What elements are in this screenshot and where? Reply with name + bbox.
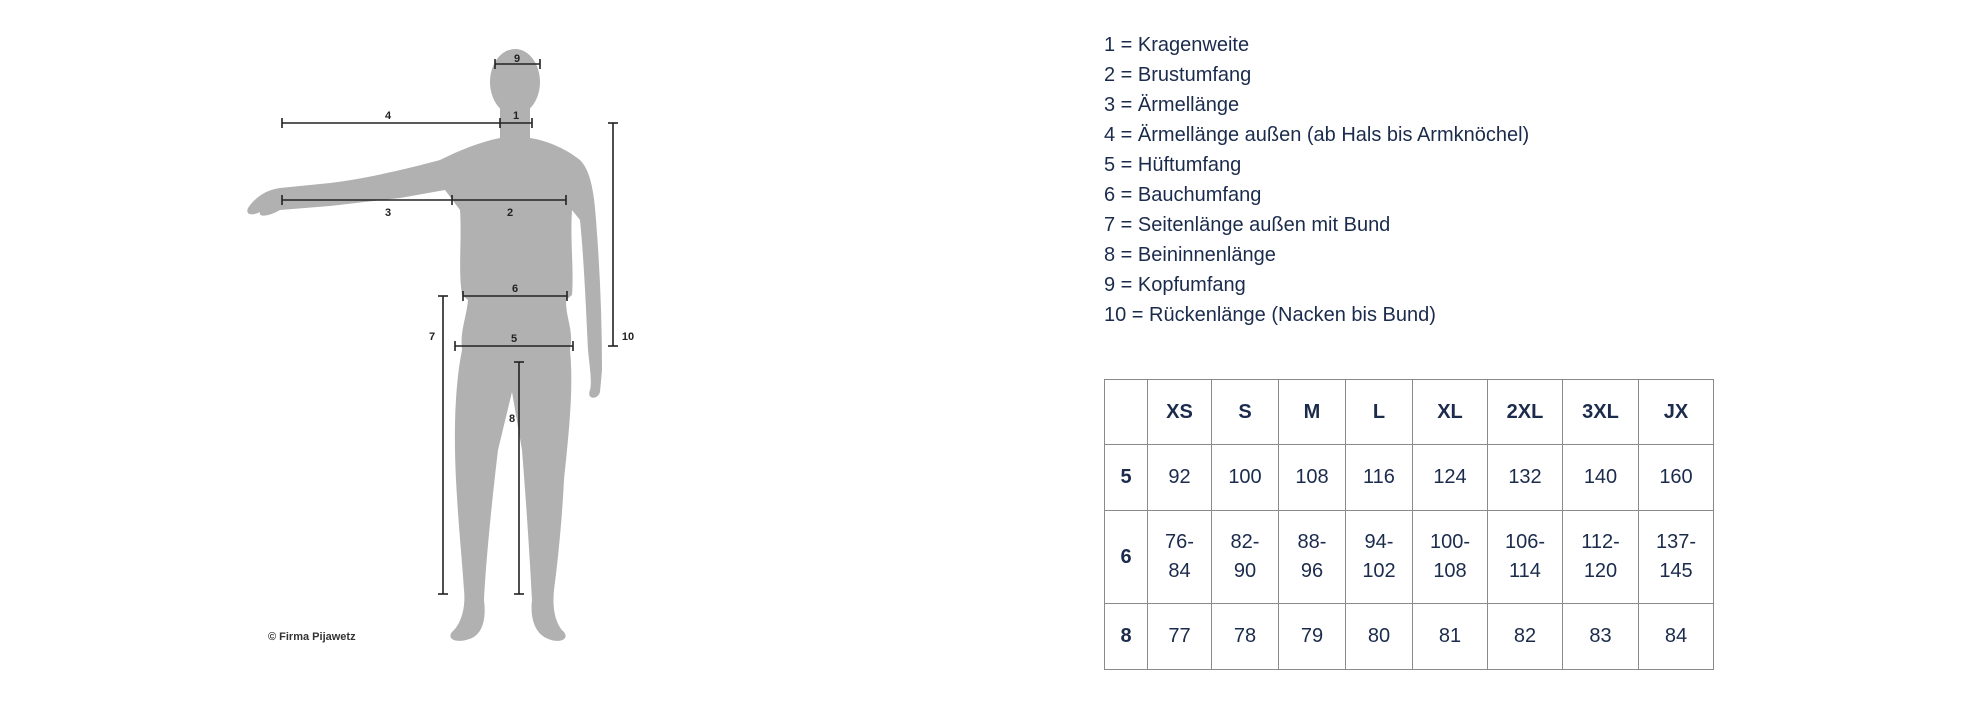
table-cell: 79 xyxy=(1279,604,1346,670)
size-header-jx: JX xyxy=(1639,380,1714,445)
row-label: 5 xyxy=(1105,445,1148,511)
row-label: 8 xyxy=(1105,604,1148,670)
table-cell: 82 xyxy=(1488,604,1563,670)
measure-label-2: 2 xyxy=(506,207,514,219)
measure-label-9: 9 xyxy=(513,53,521,65)
table-cell: 92 xyxy=(1148,445,1212,511)
legend-item: 1 = Kragenweite xyxy=(1104,34,1250,56)
size-header-s: S xyxy=(1212,380,1279,445)
cell-text: 94- 102 xyxy=(1362,531,1396,582)
measure-label-8: 8 xyxy=(508,413,516,425)
legend-item: 10 = Rückenlänge (Nacken bis Bund) xyxy=(1104,304,1436,326)
measure-label-3: 3 xyxy=(384,207,392,219)
table-cell: 116 xyxy=(1346,445,1413,511)
cell-text: 100- 108 xyxy=(1429,531,1471,582)
legend-item: 7 = Seitenlänge außen mit Bund xyxy=(1104,214,1391,236)
cell-text: 112- 120 xyxy=(1581,531,1620,582)
legend-item: 8 = Beininnenlänge xyxy=(1104,244,1276,266)
cell-text: 88- 96 xyxy=(1297,531,1327,582)
table-cell: 140 xyxy=(1563,445,1639,511)
body-silhouette xyxy=(240,20,660,660)
table-cell xyxy=(1212,511,1279,604)
table-cell xyxy=(1346,511,1413,604)
cell-text: 106- 114 xyxy=(1504,531,1546,582)
cell-text: 137- 145 xyxy=(1655,531,1697,582)
table-cell xyxy=(1279,511,1346,604)
legend-item: 3 = Ärmellänge xyxy=(1104,94,1240,116)
table-corner-cell xyxy=(1105,380,1148,445)
measure-label-1: 1 xyxy=(512,110,520,122)
legend-item: 5 = Hüftumfang xyxy=(1104,154,1242,176)
table-cell: 84 xyxy=(1639,604,1714,670)
row-label: 6 xyxy=(1105,511,1148,604)
table-cell: 132 xyxy=(1488,445,1563,511)
table-cell: 81 xyxy=(1413,604,1488,670)
table-cell xyxy=(1413,511,1488,604)
legend-item: 4 = Ärmellänge außen (ab Hals bis Armknöchel) xyxy=(1104,124,1530,146)
table-cell xyxy=(1639,511,1714,604)
legend-item: 6 = Bauchumfang xyxy=(1104,184,1262,206)
table-cell: 78 xyxy=(1212,604,1279,670)
table-header-row xyxy=(1105,380,1714,445)
table-cell: 80 xyxy=(1346,604,1413,670)
table-row xyxy=(1105,511,1714,604)
table-cell: 77 xyxy=(1148,604,1212,670)
table-row xyxy=(1105,445,1714,511)
copyright-text: © Firma Pijawetz xyxy=(268,631,356,643)
size-header-xl: XL xyxy=(1413,380,1488,445)
cell-text: 76- 84 xyxy=(1165,531,1194,582)
measure-label-10: 10 xyxy=(621,331,635,343)
size-table xyxy=(1104,379,1714,670)
cell-text: 82- 90 xyxy=(1230,531,1260,582)
table-cell xyxy=(1488,511,1563,604)
size-header-xs: XS xyxy=(1148,380,1212,445)
table-cell: 124 xyxy=(1413,445,1488,511)
measurement-legend xyxy=(1104,30,1529,330)
table-cell: 83 xyxy=(1563,604,1639,670)
measure-label-5: 5 xyxy=(510,333,518,345)
body-measurement-figure xyxy=(240,20,660,660)
size-header-m: M xyxy=(1279,380,1346,445)
measure-label-6: 6 xyxy=(511,283,519,295)
table-row xyxy=(1105,604,1714,670)
table-cell xyxy=(1563,511,1639,604)
table-cell: 100 xyxy=(1212,445,1279,511)
table-cell xyxy=(1148,511,1212,604)
table-cell: 160 xyxy=(1639,445,1714,511)
size-header-3xl: 3XL xyxy=(1563,380,1639,445)
size-header-2xl: 2XL xyxy=(1488,380,1563,445)
legend-item: 9 = Kopfumfang xyxy=(1104,274,1246,296)
table-cell: 108 xyxy=(1279,445,1346,511)
size-header-l: L xyxy=(1346,380,1413,445)
measure-label-7: 7 xyxy=(428,331,436,343)
measure-label-4: 4 xyxy=(384,110,392,122)
legs-shape xyxy=(450,350,571,641)
legend-item: 2 = Brustumfang xyxy=(1104,64,1252,86)
